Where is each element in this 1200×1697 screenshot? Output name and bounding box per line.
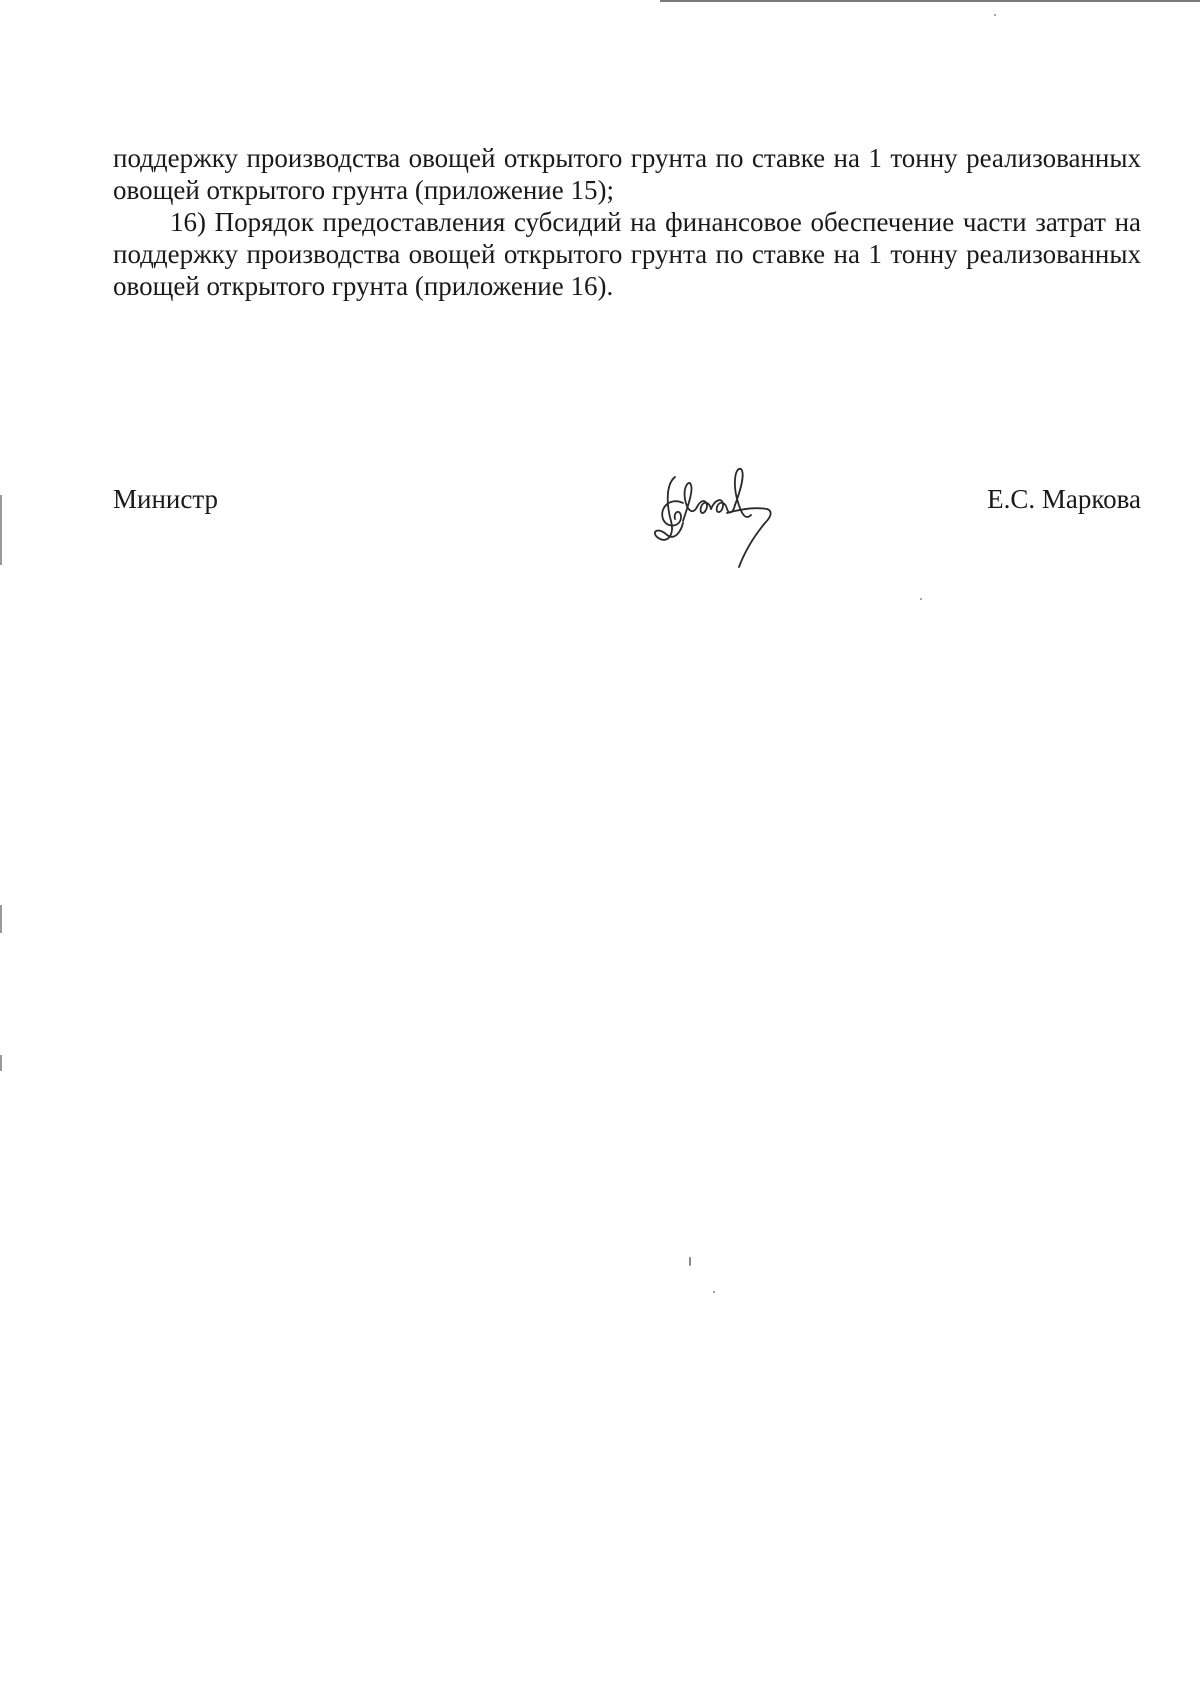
signer-name: Е.С. Маркова: [987, 484, 1141, 514]
scan-margin-mark: [0, 495, 2, 565]
scan-speck: [994, 14, 996, 16]
text-line: реализованных овощей открытого грунта (приложение 15);: [113, 143, 1141, 205]
scan-speck: [713, 1291, 715, 1293]
paragraph-16: [113, 206, 1141, 302]
text-line: поддержку производства овощей открытого грунта по ставке на 1 тонну: [113, 143, 958, 173]
scan-speck: [689, 1257, 691, 1266]
signature-block: [113, 484, 1141, 524]
scan-margin-mark: [0, 905, 2, 933]
text-line: реализованных овощей открытого грунта (приложение 16).: [113, 239, 1141, 301]
scan-edge-line: [660, 0, 1200, 2]
scan-margin-mark: [0, 1055, 2, 1071]
signer-title: Министр: [113, 484, 218, 514]
text-line: на поддержку производства овощей открытого грунта по ставке на 1 тонну: [113, 207, 1142, 269]
document-body: [113, 142, 1141, 302]
paragraph-15-continuation: [113, 142, 1141, 206]
handwritten-signature-icon: [645, 455, 805, 570]
text-line: 16) Порядок предоставления субсидий на финансовое обеспечение части затрат: [170, 207, 1106, 237]
scan-speck: [920, 598, 922, 600]
